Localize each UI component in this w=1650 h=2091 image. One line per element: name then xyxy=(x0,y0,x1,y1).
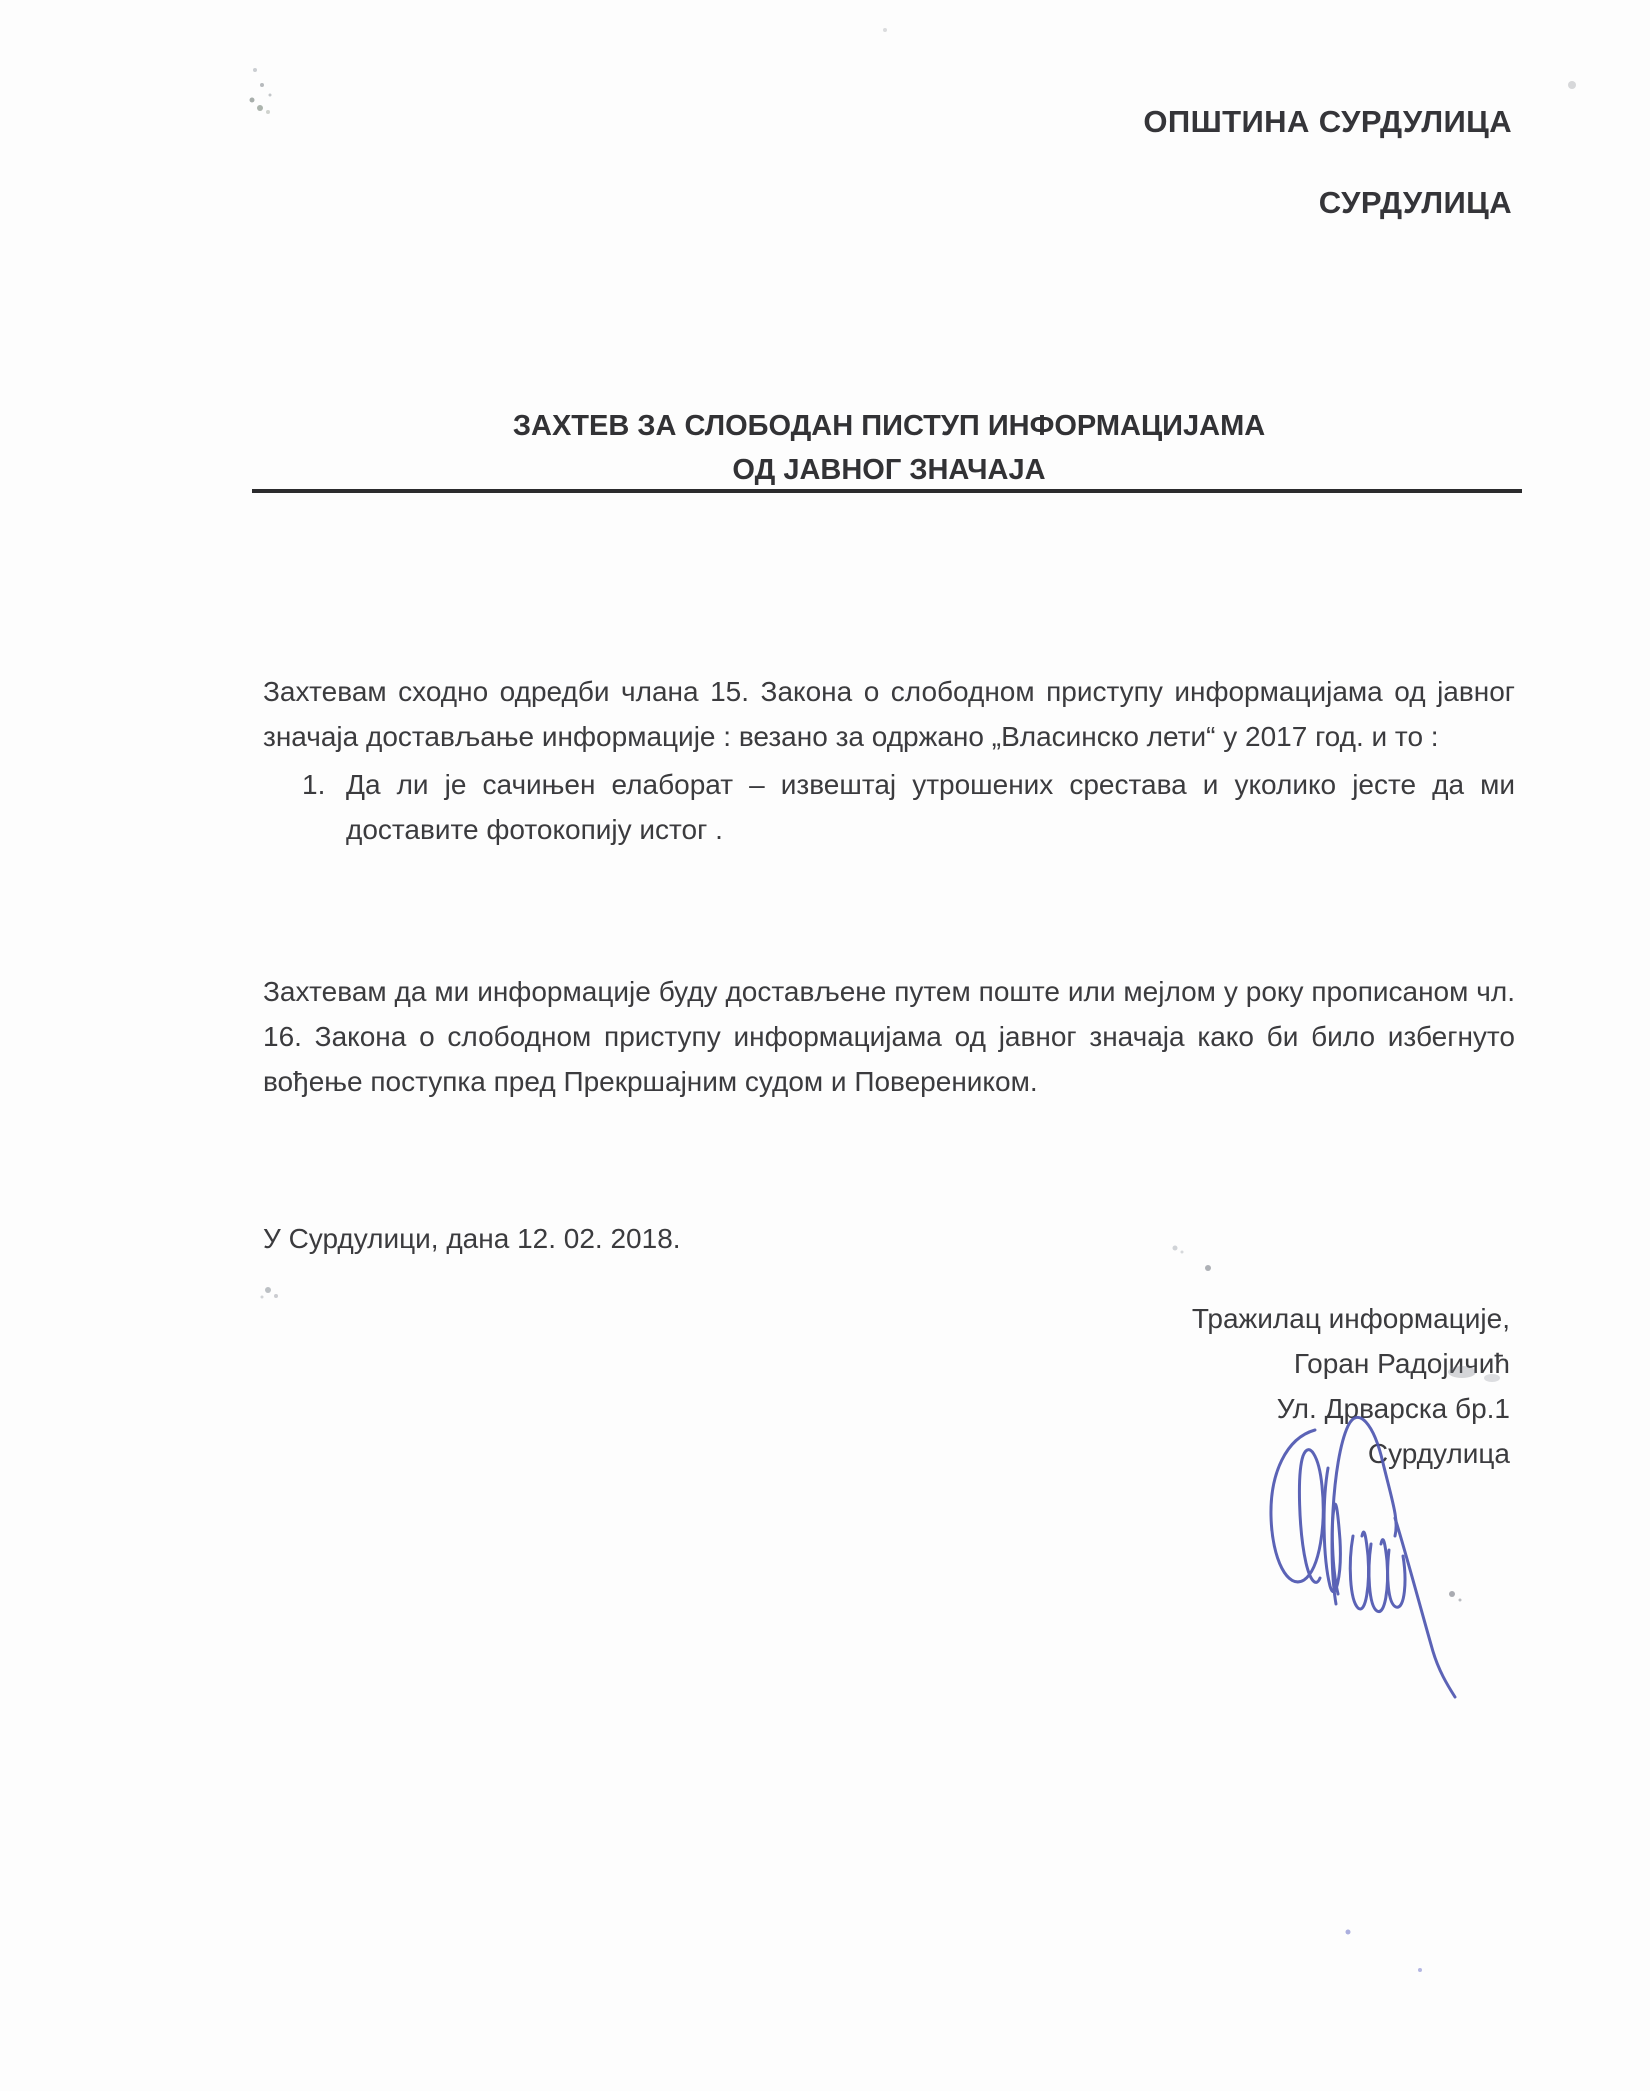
request-item-number: 1. xyxy=(302,769,326,800)
signer-city: Сурдулица xyxy=(1367,1438,1510,1469)
signer-label: Тражилац информације, xyxy=(1191,1303,1510,1334)
intro-paragraph: Захтевам сходно одредби члана 15. Закона о слободном приступу информацијама од јавног значаја достављање информације : везано за одржано „Власинско лети“ у 2017 год. и то : xyxy=(263,676,1515,752)
request-item xyxy=(302,762,1515,852)
title-underline-rule xyxy=(252,489,1522,493)
document-title xyxy=(263,404,1515,492)
request-item-text: Да ли је сачињен елаборат – извештај утрошених срестава и уколико јесте да ми доставите фотокопију истог . xyxy=(346,769,1515,845)
handwritten-signature xyxy=(1252,1408,1467,1708)
signer-street: Ул. Дрварска бр.1 xyxy=(1276,1393,1510,1424)
recipient-city: СУРДУЛИЦА xyxy=(1318,185,1512,220)
delivery-paragraph: Захтевам да ми информације буду достављене путем поште или мејлом у року прописаном чл. 16. Закона о слободном приступу информацијама од јавног значаја како би било избегнуто вођење поступка пред Прекршајним судом и Повереником. xyxy=(263,976,1515,1097)
recipient-municipality: ОПШТИНА СУРДУЛИЦА xyxy=(1143,104,1512,139)
document-title-line-2: ОД ЈАВНОГ ЗНАЧАЈА xyxy=(732,454,1046,486)
signer-name: Горан Радојичић xyxy=(1293,1348,1510,1379)
recipient-block xyxy=(1143,106,1512,218)
date-place-line: У Сурдулици, дана 12. 02. 2018. xyxy=(263,1223,681,1254)
document-title-line-1: ЗАХТЕВ ЗА СЛОБОДАН ПИСТУП ИНФОРМАЦИЈАМА xyxy=(512,410,1266,442)
